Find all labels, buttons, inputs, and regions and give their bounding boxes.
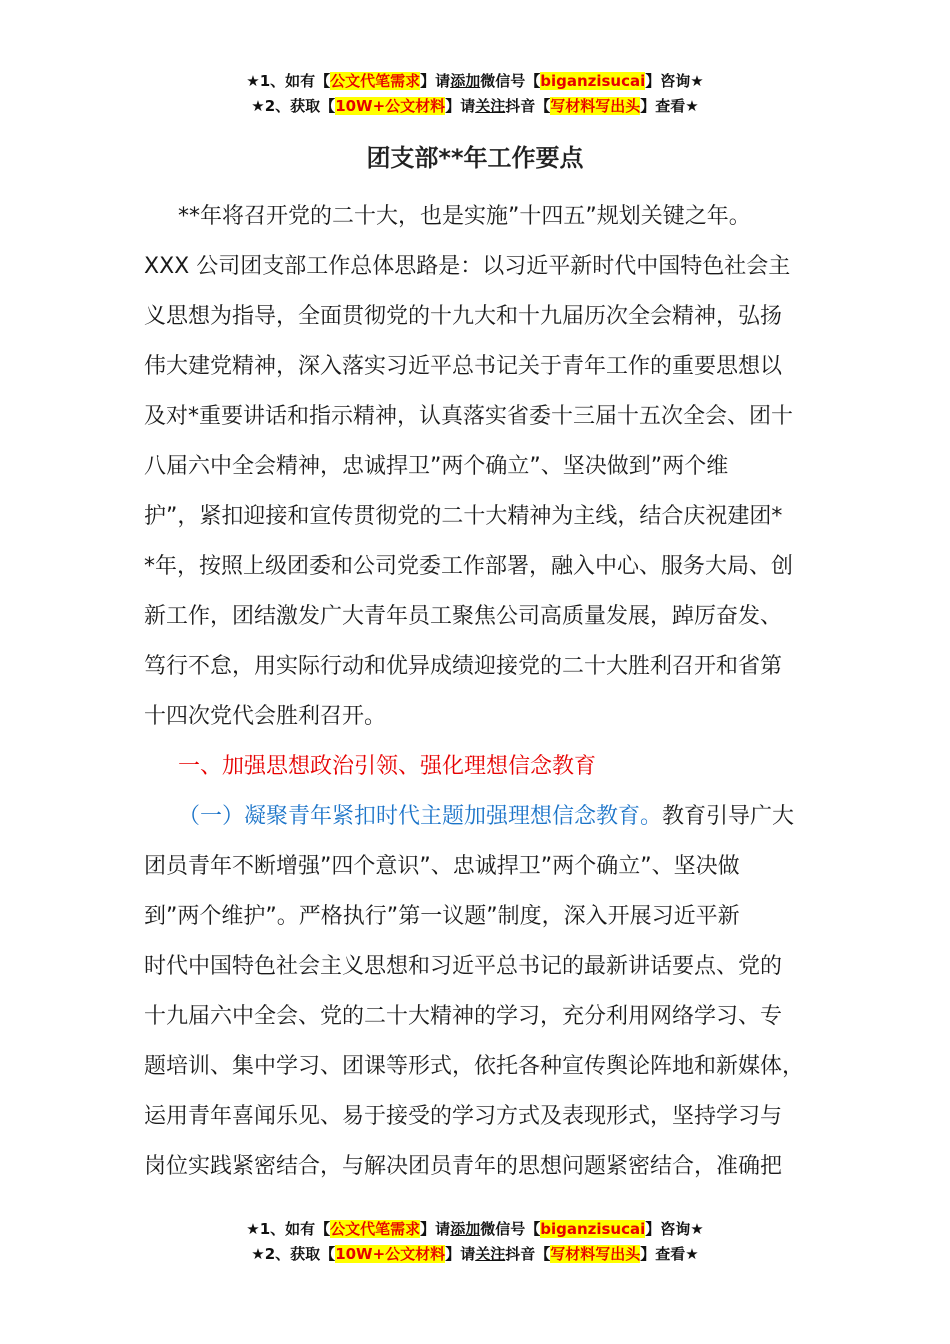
paragraph-line: 八届六中全会精神，忠诚捍卫”两个确立”、坚决做到”两个维 bbox=[144, 454, 729, 479]
ad-text: ★2、获取【 bbox=[251, 1245, 336, 1263]
ad-underline: 添加 bbox=[450, 1220, 481, 1238]
ad-text: 抖音【 bbox=[505, 97, 551, 115]
ad-text: 】查看★ bbox=[640, 1245, 699, 1263]
paragraph-text: 教育引导广大 bbox=[662, 804, 795, 829]
document-title: 团支部**年工作要点 bbox=[366, 144, 584, 172]
paragraph-line: XXX 公司团支部工作总体思路是：以习近平新时代中国特色社会主 bbox=[144, 254, 791, 279]
ad-text: ★1、如有【 bbox=[246, 1220, 331, 1238]
paragraph-line: 岗位实践紧密结合，与解决团员青年的思想问题紧密结合，准确把 bbox=[144, 1154, 783, 1179]
document-body bbox=[144, 192, 832, 1192]
paragraph-line: 时代中国特色社会主义思想和习近平总书记的最新讲话要点、党的 bbox=[144, 954, 783, 979]
ad-highlight: 写材料写出头 bbox=[550, 1245, 641, 1263]
ad-text: 微信号【 bbox=[480, 72, 541, 90]
ad-banner-line-1-footer bbox=[0, 1218, 950, 1240]
ad-text: ★1、如有【 bbox=[246, 72, 331, 90]
ad-text: 】请 bbox=[445, 97, 476, 115]
ad-highlight: 写材料写出头 bbox=[550, 97, 641, 115]
paragraph-line: 题培训、集中学习、团课等形式，依托各种宣传舆论阵地和新媒体， bbox=[144, 1054, 805, 1079]
subsection-first-line bbox=[144, 792, 832, 842]
ad-text: 】请 bbox=[445, 1245, 476, 1263]
paragraph-line: 笃行不怠，用实际行动和优异成绩迎接党的二十大胜利召开和省第 bbox=[144, 654, 783, 679]
ad-underline: 关注 bbox=[475, 97, 506, 115]
ad-text: 】咨询★ bbox=[645, 1220, 704, 1238]
paragraph-line: 运用青年喜闻乐见、易于接受的学习方式及表现形式，坚持学习与 bbox=[144, 1104, 783, 1129]
ad-text: 】请 bbox=[420, 1220, 451, 1238]
paragraph-line: 义思想为指导，全面贯彻党的十九大和十九届历次全会精神，弘扬 bbox=[144, 304, 783, 329]
ad-highlight: 10W+公文材料 bbox=[335, 97, 446, 115]
ad-text: 】请 bbox=[420, 72, 451, 90]
paragraph-line: 团员青年不断增强”四个意识”、忠诚捍卫”两个确立”、坚决做 bbox=[144, 854, 740, 879]
paragraph-line: 及对*重要讲话和指示精神，认真落实省委十三届十五次全会、团十 bbox=[144, 404, 794, 429]
paragraph-line: 伟大建党精神，深入落实习近平总书记关于青年工作的重要思想以 bbox=[144, 354, 783, 379]
ad-highlight: biganzisucai bbox=[540, 72, 646, 90]
ad-text: 抖音【 bbox=[505, 1245, 551, 1263]
ad-banner-line-2 bbox=[0, 95, 950, 117]
paragraph-line: **年将召开党的二十大，也是实施”十四五”规划关键之年。 bbox=[178, 204, 751, 229]
section-heading: 一、加强思想政治引领、强化理想信念教育 bbox=[178, 754, 597, 779]
ad-text: 微信号【 bbox=[480, 1220, 541, 1238]
paragraph-line: 十四次党代会胜利召开。 bbox=[144, 704, 387, 729]
subsection-heading: （一）凝聚青年紧扣时代主题加强理想信念教育。 bbox=[178, 804, 663, 829]
ad-text: 】查看★ bbox=[640, 97, 699, 115]
ad-highlight: 公文代笔需求 bbox=[330, 72, 421, 90]
paragraph-line: *年，按照上级团委和公司党委工作部署，融入中心、服务大局、创 bbox=[144, 554, 794, 579]
ad-banner-line-1 bbox=[0, 70, 950, 92]
paragraph-line: 十九届六中全会、党的二十大精神的学习，充分利用网络学习、专 bbox=[144, 1004, 783, 1029]
ad-text: ★2、获取【 bbox=[251, 97, 336, 115]
ad-highlight: biganzisucai bbox=[540, 1220, 646, 1238]
paragraph-line: 到”两个维护”。严格执行”第一议题”制度，深入开展习近平新 bbox=[144, 904, 740, 929]
paragraph-line: 护”，紧扣迎接和宣传贯彻党的二十大精神为主线，结合庆祝建团* bbox=[144, 504, 783, 529]
ad-underline: 添加 bbox=[450, 72, 481, 90]
ad-highlight: 10W+公文材料 bbox=[335, 1245, 446, 1263]
ad-text: 】咨询★ bbox=[645, 72, 704, 90]
ad-highlight: 公文代笔需求 bbox=[330, 1220, 421, 1238]
ad-banner-line-2-footer bbox=[0, 1243, 950, 1265]
paragraph-line: 新工作，团结激发广大青年员工聚焦公司高质量发展，踔厉奋发、 bbox=[144, 604, 783, 629]
ad-underline: 关注 bbox=[475, 1245, 506, 1263]
